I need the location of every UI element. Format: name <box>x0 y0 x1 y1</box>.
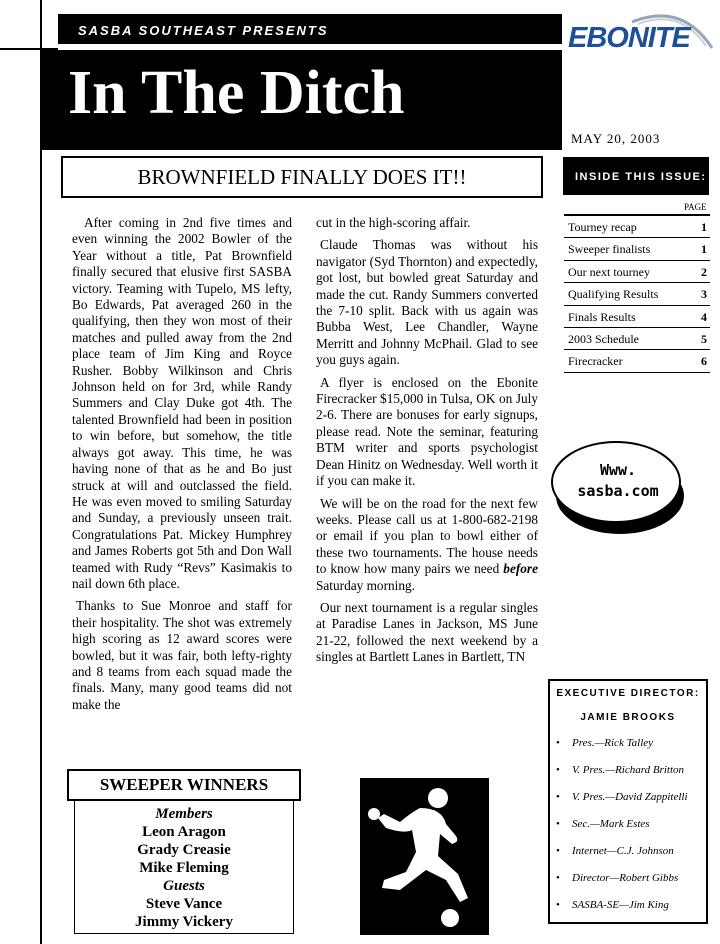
article-paragraph: After coming in 2nd five times and even winning the 2002 Bowler of the Year without a title, Pat Brownfield finally secured that elusive first SASBA victory. Teaming with Tupelo, MS lefty, Bo Edwards, Pat averaged 260 in the qualifying, then they won most of their matches and pulled away from the 2nd place team of Jim King and Royce Rusher. Bobby Wilkinson and Chris Johnson held on for 3rd, while Randy Summers and Clay Duke got 4th. The talented Brownfield had been in position to win before, but somehow, the title always got away. This time, he was having none of that as he and Bo just struck at will and outclassed the field. He was even moved to smiling Saturday and Sunday, a previously unseen trait. Congratulations Pat. Mickey Humphrey and James Roberts got 5th and Don Wall teamed with Rudy “Revs” Kasimakis to nail down 6th place. <box>72 215 292 591</box>
toc-label: Sweeper finalists <box>568 242 651 257</box>
toc-label: Tourney recap <box>568 220 637 234</box>
article-paragraph: Thanks to Sue Monroe and staff for their hospitality. The shot was extremely high scoring as 12 award scores were bowled, but it was fair, both lefty-righty and 8 teams from each squad made the finals. Many, many good teams did not make the <box>72 598 292 712</box>
newsletter-title: In The Ditch <box>68 59 405 127</box>
website-line-1: Www. <box>599 461 637 479</box>
guest-name: Jimmy Vickery <box>135 914 233 930</box>
officer-item: • SASBA-SE—Jim King <box>556 899 706 926</box>
officer-item: • V. Pres.—David Zappitelli <box>556 791 706 818</box>
issue-date: MAY 20, 2003 <box>571 131 661 146</box>
toc-row[interactable] <box>564 306 710 328</box>
logo-text: EBONITE <box>568 22 690 54</box>
ebonite-logo <box>562 8 720 64</box>
officer-item: • V. Pres.—Richard Britton <box>556 764 706 791</box>
article-column-2 <box>316 215 538 666</box>
article-paragraph: A flyer is enclosed on the Ebonite Firecracker $15,000 in Tulsa, OK on July 2-6. There are bonuses for early signups, please read. Note the seminar, featuring BTM writer and sports psychologist Dean Hinitz on Wednesday. Well worth it if you can make it. <box>316 374 538 489</box>
exec-title: EXECUTIVE DIRECTOR: <box>556 688 700 699</box>
article-paragraph: Our next tournament is a regular singles at Paradise Lanes in Jackson, MS June 21-22, followed the next weekend by a singles at Bartlett Lanes in Bartlett, TN <box>316 599 538 665</box>
sweeper-winners-box <box>74 798 294 934</box>
toc-page: 5 <box>701 331 707 346</box>
website-url[interactable] <box>548 460 688 502</box>
toc-row[interactable] <box>564 350 710 372</box>
article-paragraph: cut in the high-scoring affair. <box>316 215 471 230</box>
article-column-1 <box>72 215 292 713</box>
officer-item: • Director—Robert Gibbs <box>556 872 706 899</box>
guest-name: Steve Vance <box>145 896 223 912</box>
toc-row[interactable] <box>564 328 710 350</box>
toc-label: 2003 Schedule <box>568 331 639 346</box>
toc-row[interactable] <box>564 216 710 238</box>
officer-item: • Internet—C.J. Johnson <box>556 845 706 872</box>
article-paragraph <box>316 496 538 594</box>
sweeper-title: SWEEPER WINNERS <box>67 769 301 801</box>
toc-label: Qualifying Results <box>568 287 659 302</box>
toc-label: Firecracker <box>568 354 623 369</box>
toc-page: 1 <box>701 242 707 257</box>
article-paragraph: Claude Thomas was without his navigator (Syd Thornton) and expectedly, got lost, but bowled great Saturday and made the cut. Randy Summers converted the 7-10 split. Back with us again was Bubba West, Lee Chandler, Wayne Merritt and Johnny McPhail. Glad to see you guys again. <box>316 237 538 368</box>
presents-bar <box>58 14 562 44</box>
emphasis: before <box>503 561 538 577</box>
toc-page: 1 <box>701 220 707 234</box>
executive-box <box>548 679 708 924</box>
officer-list <box>556 737 706 926</box>
members-label: Members <box>155 806 213 822</box>
guests-label: Guests <box>163 878 205 894</box>
exec-name: JAMIE BROOKS <box>580 712 676 723</box>
toc-row[interactable] <box>564 238 710 260</box>
bowler-silhouette-icon <box>360 778 490 936</box>
bowler-image <box>360 778 490 936</box>
toc-label: Our next tourney <box>568 264 650 279</box>
headline-box <box>61 156 543 198</box>
website-line-2: sasba.com <box>577 482 659 500</box>
member-name: Leon Aragon <box>142 824 226 840</box>
headline: BROWNFIELD FINALLY DOES IT!! <box>137 165 467 189</box>
toc-row[interactable] <box>564 283 710 305</box>
presents-text: SASBA SOUTHEAST PRESENTS <box>78 23 329 38</box>
text-run: Saturday morning. <box>316 577 415 593</box>
text-run: We will be on the road for the next few weeks. Please call us at 1-800-682-2198 or email if you plan to bowl either of these two tournaments. The house needs to know how many pairs we need <box>316 495 538 577</box>
inside-issue-title: INSIDE THIS ISSUE: <box>575 171 707 183</box>
website-badge[interactable] <box>548 430 708 540</box>
toc-page: 6 <box>701 354 707 369</box>
member-name: Grady Creasie <box>137 842 231 858</box>
officer-item: • Pres.—Rick Talley <box>556 737 706 764</box>
toc-label: Finals Results <box>568 309 636 324</box>
officer-item: • Sec.—Mark Estes <box>556 818 706 845</box>
toc-row[interactable] <box>564 261 710 283</box>
masthead <box>42 50 562 150</box>
toc-page: 4 <box>701 309 707 324</box>
table-of-contents <box>564 214 710 373</box>
inside-issue-header <box>563 157 709 195</box>
toc-page: 3 <box>701 287 707 302</box>
toc-page: 2 <box>701 264 707 279</box>
page-label: PAGE <box>684 202 707 212</box>
member-name: Mike Fleming <box>139 860 229 876</box>
